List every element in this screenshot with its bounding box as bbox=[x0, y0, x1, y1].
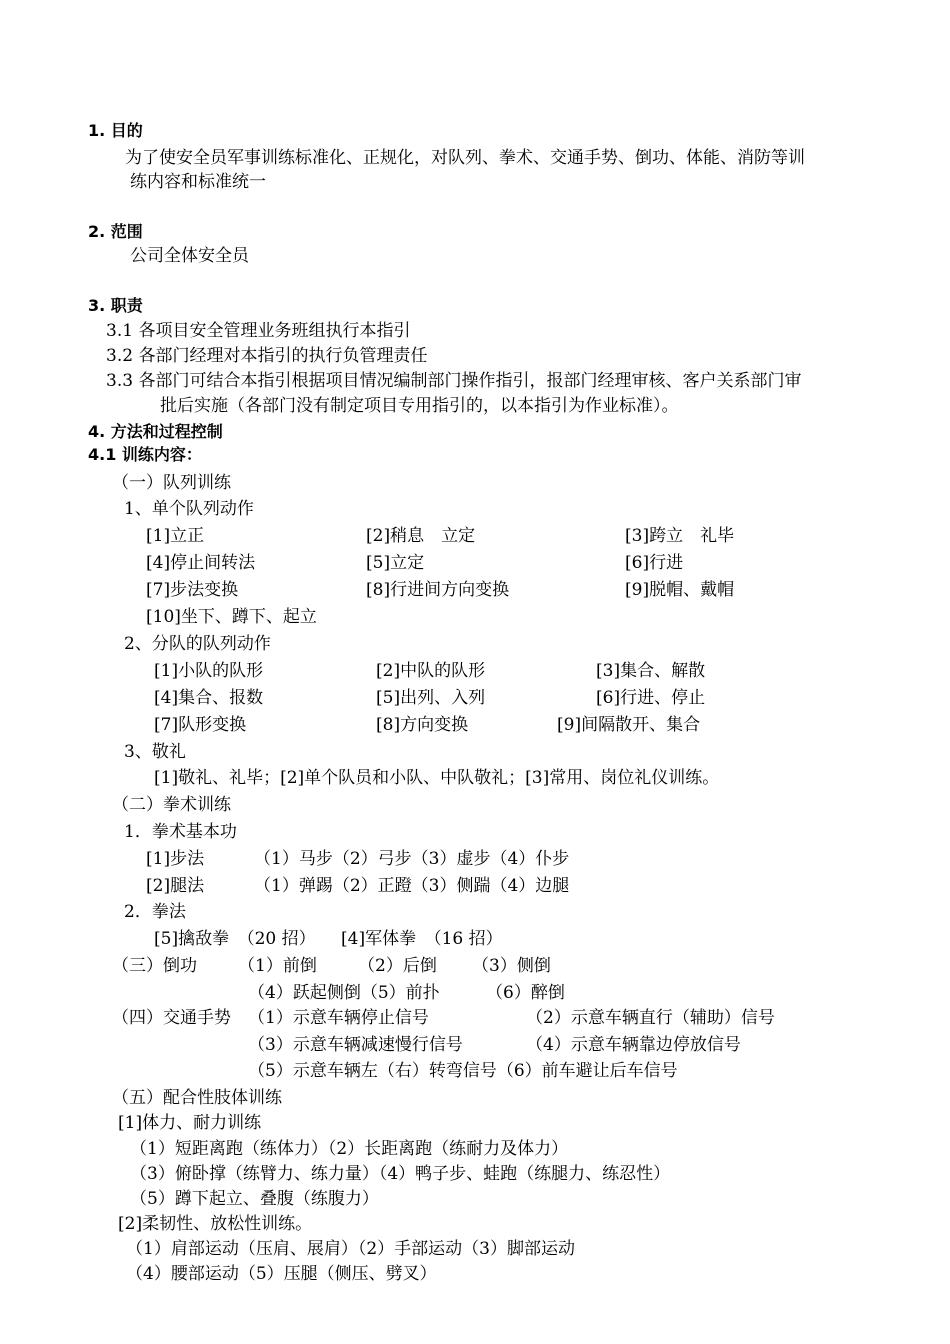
list-item: （3）俯卧撑（练臂力、练力量）（4）鸭子步、蛙跑（练腿力、练忍性） bbox=[130, 1164, 671, 1184]
list-item: [4]集合、报数 bbox=[154, 688, 264, 708]
list-item-label: [2]腿法 bbox=[146, 876, 205, 896]
part-1-group-title: 3、敬礼 bbox=[124, 742, 186, 762]
list-item: [6]行进 bbox=[625, 553, 684, 573]
section-2-body: 公司全体安全员 bbox=[130, 246, 249, 266]
part-4-title: （四）交通手势 bbox=[112, 1008, 231, 1028]
list-item: （4）腰部运动（5）压腿（侧压、劈叉） bbox=[126, 1264, 437, 1284]
list-item: [9]脱帽、戴帽 bbox=[625, 580, 735, 600]
part-2-title: （二）拳术训练 bbox=[112, 795, 231, 815]
list-item: [3]跨立 礼毕 bbox=[625, 526, 735, 546]
list-item: （1）肩部运动（压肩、展肩）（2）手部运动（3）脚部运动 bbox=[126, 1239, 575, 1259]
list-item: （4）跃起侧倒（5）前扑 bbox=[248, 983, 440, 1003]
section-3-item: 3.1 各项目安全管理业务班组执行本指引 bbox=[106, 321, 411, 341]
list-item: [10]坐下、蹲下、起立 bbox=[146, 607, 317, 627]
list-item: [4]军体拳 （16 招） bbox=[341, 929, 503, 949]
list-item: （1）示意车辆停止信号 bbox=[248, 1008, 429, 1028]
section-1-body: 练内容和标准统一 bbox=[130, 172, 266, 192]
section-4-heading: 4. 方法和过程控制 bbox=[88, 422, 223, 441]
list-item: [5]立定 bbox=[366, 553, 425, 573]
list-item: （5）蹲下起立、叠腹（练腹力） bbox=[130, 1189, 379, 1209]
section-3-heading: 3. 职责 bbox=[88, 296, 143, 315]
list-item: [2]中队的队形 bbox=[376, 661, 486, 681]
section-2-heading: 2. 范围 bbox=[88, 222, 143, 241]
part-1-title: （一）队列训练 bbox=[112, 473, 231, 493]
list-item: [1]小队的队形 bbox=[154, 661, 264, 681]
section-3-item: 3.2 各部门经理对本指引的执行负管理责任 bbox=[106, 346, 428, 366]
section-1-body: 为了使安全员军事训练标准化、正规化，对队列、拳术、交通手势、倒功、体能、消防等训 bbox=[125, 148, 805, 168]
section-4-subheading: 4.1 训练内容： bbox=[88, 445, 202, 464]
list-item: （3）示意车辆减速慢行信号 bbox=[248, 1035, 463, 1055]
list-item: [4]停止间转法 bbox=[146, 553, 256, 573]
list-item: [1]敬礼、礼毕；[2]单个队员和小队、中队敬礼；[3]常用、岗位礼仪训练。 bbox=[154, 768, 720, 788]
section-3-item: 3.3 各部门可结合本指引根据项目情况编制部门操作指引，报部门经理审核、客户关系部门审 bbox=[106, 371, 802, 391]
list-item: （5）示意车辆左（右）转弯信号（6）前车避让后车信号 bbox=[248, 1061, 678, 1081]
list-item: [3]集合、解散 bbox=[596, 661, 706, 681]
list-item: [5]出列、入列 bbox=[376, 688, 486, 708]
part-2-group-title: 1．拳术基本功 bbox=[124, 822, 237, 842]
list-item: （1）短距离跑（练体力）（2）长距离跑（练耐力及体力） bbox=[130, 1139, 569, 1159]
list-item: （4）示意车辆靠边停放信号 bbox=[526, 1035, 741, 1055]
list-item: [6]行进、停止 bbox=[596, 688, 706, 708]
list-item: [7]步法变换 bbox=[146, 580, 239, 600]
list-item: （1）前倒 bbox=[238, 956, 317, 976]
part-3-title: （三）倒功 bbox=[112, 956, 197, 976]
list-item: （6）醉倒 bbox=[486, 983, 565, 1003]
part-1-group-title: 1、单个队列动作 bbox=[124, 499, 254, 519]
part-5-group-title: [1]体力、耐力训练 bbox=[118, 1113, 262, 1133]
part-5-title: （五）配合性肢体训练 bbox=[112, 1088, 282, 1108]
list-item: （3）侧倒 bbox=[472, 956, 551, 976]
list-item: [1]立正 bbox=[146, 526, 205, 546]
list-item: [5]擒敌拳 （20 招） bbox=[154, 929, 316, 949]
list-item: （1）马步（2）弓步（3）虚步（4）仆步 bbox=[254, 849, 570, 869]
list-item: [8]方向变换 bbox=[376, 715, 469, 735]
list-item: （2）后倒 bbox=[358, 956, 437, 976]
part-5-group-title: [2]柔韧性、放松性训练。 bbox=[118, 1214, 313, 1234]
section-3-item: 批后实施（各部门没有制定项目专用指引的，以本指引为作业标准）。 bbox=[160, 396, 679, 416]
part-1-group-title: 2、分队的队列动作 bbox=[124, 634, 271, 654]
list-item: [2]稍息 立定 bbox=[366, 526, 476, 546]
part-2-group-title: 2．拳法 bbox=[124, 902, 186, 922]
list-item-label: [1]步法 bbox=[146, 849, 205, 869]
list-item: [9]间隔散开、集合 bbox=[557, 715, 701, 735]
list-item: [8]行进间方向变换 bbox=[366, 580, 510, 600]
list-item: [7]队形变换 bbox=[154, 715, 247, 735]
list-item: （1）弹踢（2）正蹬（3）侧踹（4）边腿 bbox=[254, 876, 570, 896]
list-item: （2）示意车辆直行（辅助）信号 bbox=[526, 1008, 775, 1028]
section-1-heading: 1. 目的 bbox=[88, 121, 143, 140]
